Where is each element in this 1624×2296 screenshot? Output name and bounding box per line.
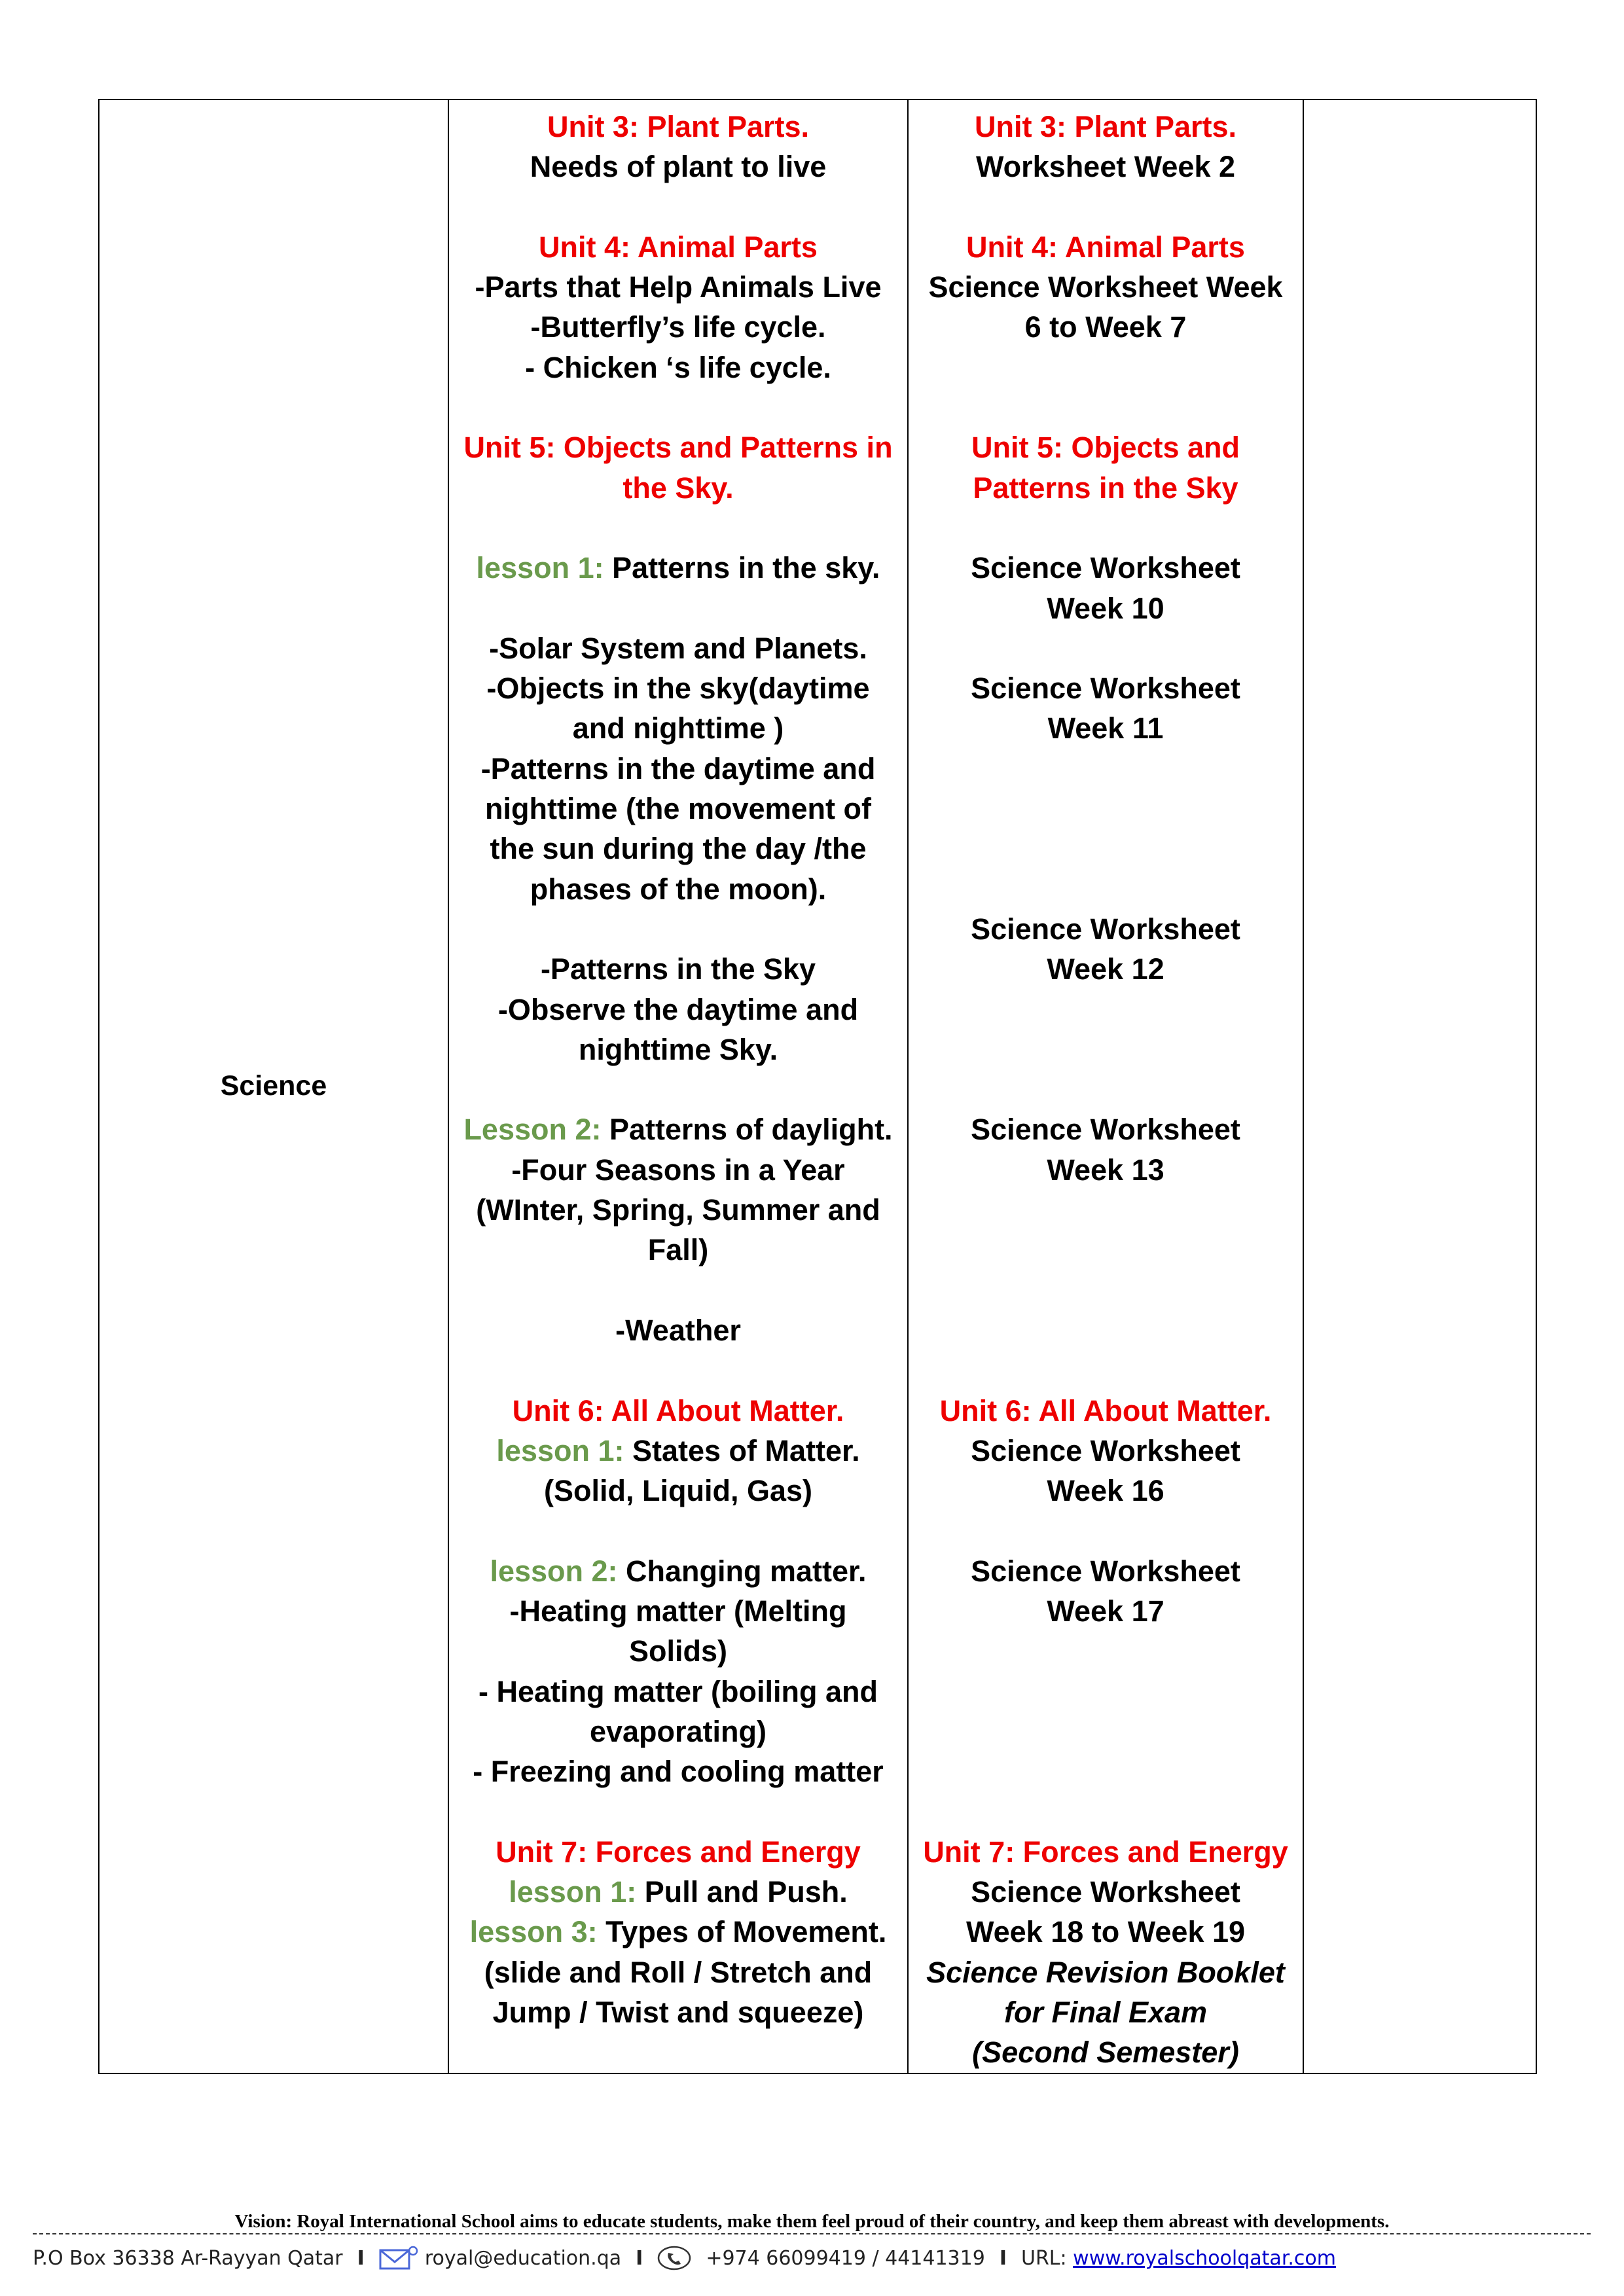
text-line <box>449 789 907 829</box>
text-line <box>449 548 907 588</box>
text-line <box>909 1511 1303 1551</box>
line-text: Patterns of daylight. <box>609 1113 893 1147</box>
text-line <box>909 1832 1303 1872</box>
line-text: 6 to Week 7 <box>1024 310 1187 344</box>
line-text: Week 11 <box>1047 711 1164 745</box>
text-line <box>449 829 907 869</box>
text-line <box>909 1431 1303 1471</box>
text-line <box>909 1350 1303 1390</box>
text-line <box>909 1551 1303 1591</box>
line-text: -Butterfly’s life cycle. <box>530 310 826 344</box>
text-line <box>909 668 1303 708</box>
line-text: -Solar System and Planets. <box>489 631 867 665</box>
empty-cell <box>1303 99 1536 2073</box>
line-text: Science Worksheet <box>971 1554 1240 1588</box>
text-line <box>449 1551 907 1591</box>
text-line <box>909 628 1303 668</box>
text-line <box>909 1391 1303 1431</box>
text-line <box>449 1952 907 1992</box>
line-text: Jump / Twist and squeeze) <box>492 1995 864 2029</box>
text-line <box>909 1109 1303 1149</box>
text-line <box>909 147 1303 187</box>
unit-heading: Unit 4: Animal Parts <box>966 230 1245 264</box>
resources-cell <box>908 99 1303 2073</box>
text-line <box>909 789 1303 829</box>
text-line <box>909 1069 1303 1109</box>
text-line <box>449 427 907 467</box>
text-line <box>909 1471 1303 1511</box>
text-line <box>909 548 1303 588</box>
text-line <box>449 387 907 427</box>
text-line <box>449 227 907 267</box>
line-text: -Patterns in the daytime and <box>480 751 876 785</box>
line-text: Science Worksheet <box>971 1433 1240 1467</box>
line-text: -Heating matter (Melting <box>509 1594 847 1628</box>
phone: +974 66099419 / 44141319 <box>706 2246 985 2270</box>
text-line <box>449 267 907 307</box>
text-line <box>449 1270 907 1310</box>
lesson-label: lesson 3: <box>469 1915 606 1949</box>
text-line <box>909 1952 1303 1992</box>
text-line <box>449 1350 907 1390</box>
text-line <box>449 1030 907 1069</box>
line-text: Week 10 <box>1047 591 1164 625</box>
text-line <box>909 348 1303 387</box>
line-text: nighttime Sky. <box>578 1032 778 1066</box>
text-line <box>449 348 907 387</box>
text-line <box>909 1712 1303 1751</box>
text-line <box>449 307 907 347</box>
line-text: (Solid, Liquid, Gas) <box>544 1474 812 1508</box>
text-line <box>909 267 1303 307</box>
line-text: Science Worksheet Week <box>928 270 1283 304</box>
text-line <box>909 1030 1303 1069</box>
text-line <box>449 990 907 1030</box>
line-text: Patterns in the sky. <box>612 551 880 585</box>
mail-icon <box>379 2245 418 2271</box>
text-line <box>909 1992 1303 2032</box>
text-line <box>909 427 1303 467</box>
line-text: nighttime (the movement of <box>484 792 871 826</box>
text-line <box>449 1069 907 1109</box>
text-line <box>909 2032 1303 2072</box>
unit-heading: Patterns in the Sky <box>973 471 1238 505</box>
text-line <box>909 227 1303 267</box>
text-line <box>449 1672 907 1712</box>
text-line <box>909 829 1303 869</box>
lesson-label: Lesson 2: <box>463 1113 609 1147</box>
line-text: Science Worksheet <box>971 1875 1240 1909</box>
text-line <box>449 1230 907 1270</box>
text-line <box>449 1431 907 1471</box>
line-text: Science Worksheet <box>971 912 1240 946</box>
text-line <box>449 749 907 789</box>
table-row <box>99 99 1536 2073</box>
text-line <box>449 1992 907 2032</box>
content-lines <box>449 107 907 2032</box>
text-line <box>449 508 907 548</box>
line-text: Needs of plant to live <box>530 150 827 184</box>
unit-heading: Unit 7: Forces and Energy <box>496 1835 861 1869</box>
line-text: Week 17 <box>1047 1594 1164 1628</box>
line-text: - Heating matter (boiling and <box>478 1674 878 1708</box>
text-line <box>909 1591 1303 1631</box>
footer-divider <box>33 2233 1591 2234</box>
text-line <box>909 508 1303 548</box>
separator: I <box>357 2246 365 2270</box>
separator: I <box>636 2246 643 2270</box>
unit-heading: Unit 5: Objects and Patterns in <box>463 431 893 465</box>
text-line <box>909 949 1303 989</box>
text-line <box>909 187 1303 227</box>
text-line <box>449 909 907 949</box>
text-line <box>909 708 1303 748</box>
website-link[interactable]: www.royalschoolqatar.com <box>1073 2246 1337 2270</box>
line-text: -Weather <box>615 1313 741 1347</box>
text-line <box>909 1791 1303 1831</box>
line-text: Science Revision Booklet <box>926 1955 1285 1989</box>
text-line <box>909 1150 1303 1190</box>
line-text: -Four Seasons in a Year <box>511 1153 845 1187</box>
text-line <box>909 1872 1303 1912</box>
lesson-label: lesson 1: <box>496 1433 632 1467</box>
line-text: - Freezing and cooling matter <box>473 1755 884 1789</box>
line-text: Fall) <box>647 1233 709 1267</box>
line-text: evaporating) <box>589 1714 767 1748</box>
unit-heading: Unit 3: Plant Parts. <box>974 110 1237 143</box>
text-line <box>909 1672 1303 1712</box>
line-text: States of Matter. <box>632 1433 860 1467</box>
text-line <box>909 1310 1303 1350</box>
content-cell <box>448 99 908 2073</box>
line-text: (WInter, Spring, Summer and <box>476 1193 880 1227</box>
line-text: Science Worksheet <box>971 551 1240 585</box>
text-line <box>909 387 1303 427</box>
text-line <box>449 1631 907 1671</box>
text-line <box>449 1190 907 1230</box>
unit-heading: Unit 6: All About Matter. <box>512 1393 844 1427</box>
text-line <box>449 1150 907 1190</box>
line-text: -Observe the daytime and <box>497 992 859 1026</box>
text-line <box>909 1230 1303 1270</box>
line-text: Week 16 <box>1047 1474 1164 1508</box>
text-line <box>449 468 907 508</box>
text-line <box>909 990 1303 1030</box>
email: royal@education.qa <box>424 2246 622 2270</box>
text-line <box>449 1109 907 1149</box>
text-line <box>449 869 907 909</box>
line-text: phases of the moon). <box>530 872 827 906</box>
text-line <box>449 1832 907 1872</box>
text-line <box>909 107 1303 147</box>
url-label: URL: <box>1021 2246 1067 2270</box>
text-line <box>449 1912 907 1952</box>
line-text: Week 18 to Week 19 <box>965 1915 1246 1949</box>
text-line <box>909 1912 1303 1952</box>
unit-heading: Unit 3: Plant Parts. <box>547 110 810 143</box>
line-text: for Final Exam <box>1003 1995 1208 2029</box>
address: P.O Box 36338 Ar-Rayyan Qatar <box>33 2246 343 2270</box>
vision-statement: Vision: Royal International School aims to educate students, make them feel proud of their country, and keep them abreast with developments. <box>234 2211 1390 2232</box>
line-text: (Second Semester) <box>972 2036 1239 2070</box>
text-line <box>449 1591 907 1631</box>
text-line <box>449 628 907 668</box>
line-text: -Objects in the sky(daytime <box>486 672 870 706</box>
text-line <box>449 107 907 147</box>
text-line <box>449 1751 907 1791</box>
line-text: Science Worksheet <box>971 672 1240 706</box>
line-text: Week 13 <box>1047 1153 1164 1187</box>
text-line <box>449 147 907 187</box>
lesson-label: lesson 2: <box>490 1554 626 1588</box>
unit-heading: Unit 5: Objects and <box>971 431 1240 465</box>
unit-heading: Unit 4: Animal Parts <box>539 230 818 264</box>
text-line <box>449 588 907 628</box>
line-text: Solids) <box>628 1634 727 1668</box>
contact-bar <box>33 2245 1597 2271</box>
text-line <box>449 1872 907 1912</box>
text-line <box>449 949 907 989</box>
text-line <box>449 187 907 227</box>
text-line <box>909 1190 1303 1230</box>
line-text: Worksheet Week 2 <box>975 150 1235 184</box>
lesson-label: lesson 1: <box>476 551 613 585</box>
line-text: Week 12 <box>1047 952 1164 986</box>
line-text: Types of Movement. <box>605 1915 887 1949</box>
line-text: Changing matter. <box>626 1554 867 1588</box>
text-line <box>449 1791 907 1831</box>
text-line <box>449 1511 907 1551</box>
subject-cell: Science <box>99 99 448 2073</box>
unit-heading: Unit 7: Forces and Energy <box>923 1835 1288 1869</box>
line-text: the sun during the day /the <box>490 832 867 866</box>
text-line <box>909 468 1303 508</box>
line-text: -Patterns in the Sky <box>540 952 816 986</box>
separator: I <box>999 2246 1007 2270</box>
line-text: - Chicken ‘s life cycle. <box>525 350 831 384</box>
text-line <box>449 708 907 748</box>
line-text: Pull and Push. <box>644 1875 848 1909</box>
curriculum-table <box>98 99 1537 2074</box>
text-line <box>909 1631 1303 1671</box>
text-line <box>449 1391 907 1431</box>
text-line <box>909 909 1303 949</box>
text-line <box>449 1310 907 1350</box>
text-line <box>909 869 1303 909</box>
text-line <box>909 588 1303 628</box>
unit-heading: Unit 6: All About Matter. <box>939 1393 1272 1427</box>
phone-icon <box>657 2245 691 2271</box>
lesson-label: lesson 1: <box>509 1875 645 1909</box>
text-line <box>909 749 1303 789</box>
line-text: and nighttime ) <box>572 711 784 745</box>
unit-heading: the Sky. <box>623 471 734 505</box>
text-line <box>449 1471 907 1511</box>
line-text: -Parts that Help Animals Live <box>475 270 882 304</box>
line-text: (slide and Roll / Stretch and <box>484 1955 873 1989</box>
text-line <box>449 1712 907 1751</box>
text-line <box>909 1270 1303 1310</box>
text-line <box>449 668 907 708</box>
text-line <box>909 307 1303 347</box>
resource-lines <box>909 107 1303 2073</box>
text-line <box>909 1751 1303 1791</box>
line-text: Science Worksheet <box>971 1113 1240 1147</box>
